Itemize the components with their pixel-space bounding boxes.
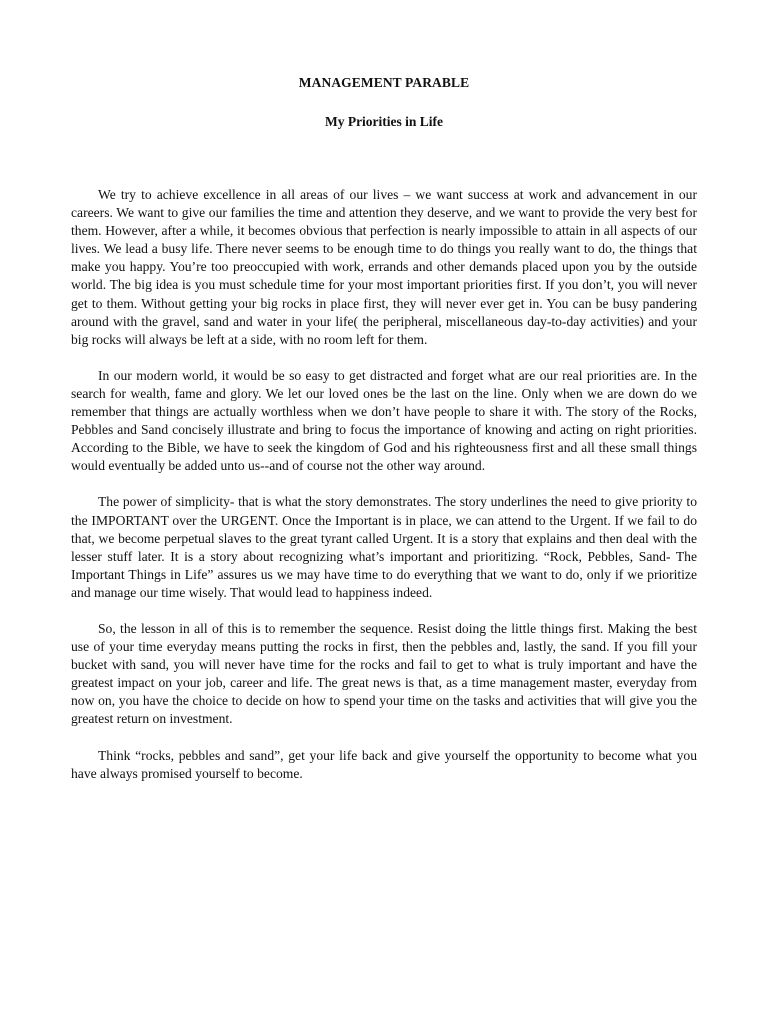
paragraph-2: In our modern world, it would be so easy to get distracted and forget what are our real priorities are. In the search for wealth, fame and glory. We let our loved ones be the last on the line. Only when we are down do we remember that things are actually worthless when we don’t have people to share it with. The story of the Rocks, Pebbles and Sand concisely illustrate and bring to focus the importance of knowing and acting on right priorities. According to the Bible, we have to seek the kingdom of God and his righteousness first and all these small things would eventually be added unto us--and of course not the other way around. bbox=[71, 367, 697, 474]
paragraph-1: We try to achieve excellence in all areas of our lives – we want success at work and advancement in our careers. We want to give our families the time and attention they deserve, and we want to provide the very best for them. However, after a while, it becomes obvious that perfection is nearly impossible to attain in all aspects of our lives. We lead a busy life. There never seems to be enough time to do things you really want to do, the things that make you happy. You’re too preoccupied with work, errands and other demands placed upon you by the outside world. The big idea is you must schedule time for your most important priorities first. If you don’t, you will never get to them. Without getting your big rocks in place first, they will never ever get in. You can be busy pandering around with the gravel, sand and water in your life( the peripheral, miscellaneous day-to-day activities) and your big rocks will always be left at a side, with no room left for them. bbox=[71, 187, 697, 347]
paragraph-5: Think “rocks, pebbles and sand”, get your life back and give yourself the opportunity to become what you have always promised yourself to become. bbox=[71, 747, 697, 781]
document-body bbox=[71, 186, 697, 801]
document-title: MANAGEMENT PARABLE bbox=[298, 75, 470, 90]
paragraph-4: So, the lesson in all of this is to remember the sequence. Resist doing the little things first. Making the best use of your time everyday means putting the rocks in first, then the pebbles and, lastly, the sand. If you fill your bucket with sand, you will never have time for the rocks and fail to get to what is truly important and have the greatest impact on your job, career and life. The great news is that, as a time management master, everyday from now on, you have the choice to decide on how to spend your time on the tasks and activities that will give you the greatest return on investment. bbox=[71, 620, 697, 727]
document-subtitle: My Priorities in Life bbox=[324, 114, 444, 129]
paragraph-3: The power of simplicity- that is what the story demonstrates. The story underlines the need to give priority to the IMPORTANT over the URGENT. Once the Important is in place, we can attend to the Urgent. If we fail to do that, we become perpetual slaves to the great tyrant called Urgent. It is a story that explains and then deal with the lesser stuff later. It is a story about recognizing what’s important and prioritizing. “Rock, Pebbles, Sand- The Important Things in Life” assures us we may have time to do everything that we want to do, only if we prioritize and manage our time wisely. That would lead to happiness indeed. bbox=[71, 494, 697, 600]
